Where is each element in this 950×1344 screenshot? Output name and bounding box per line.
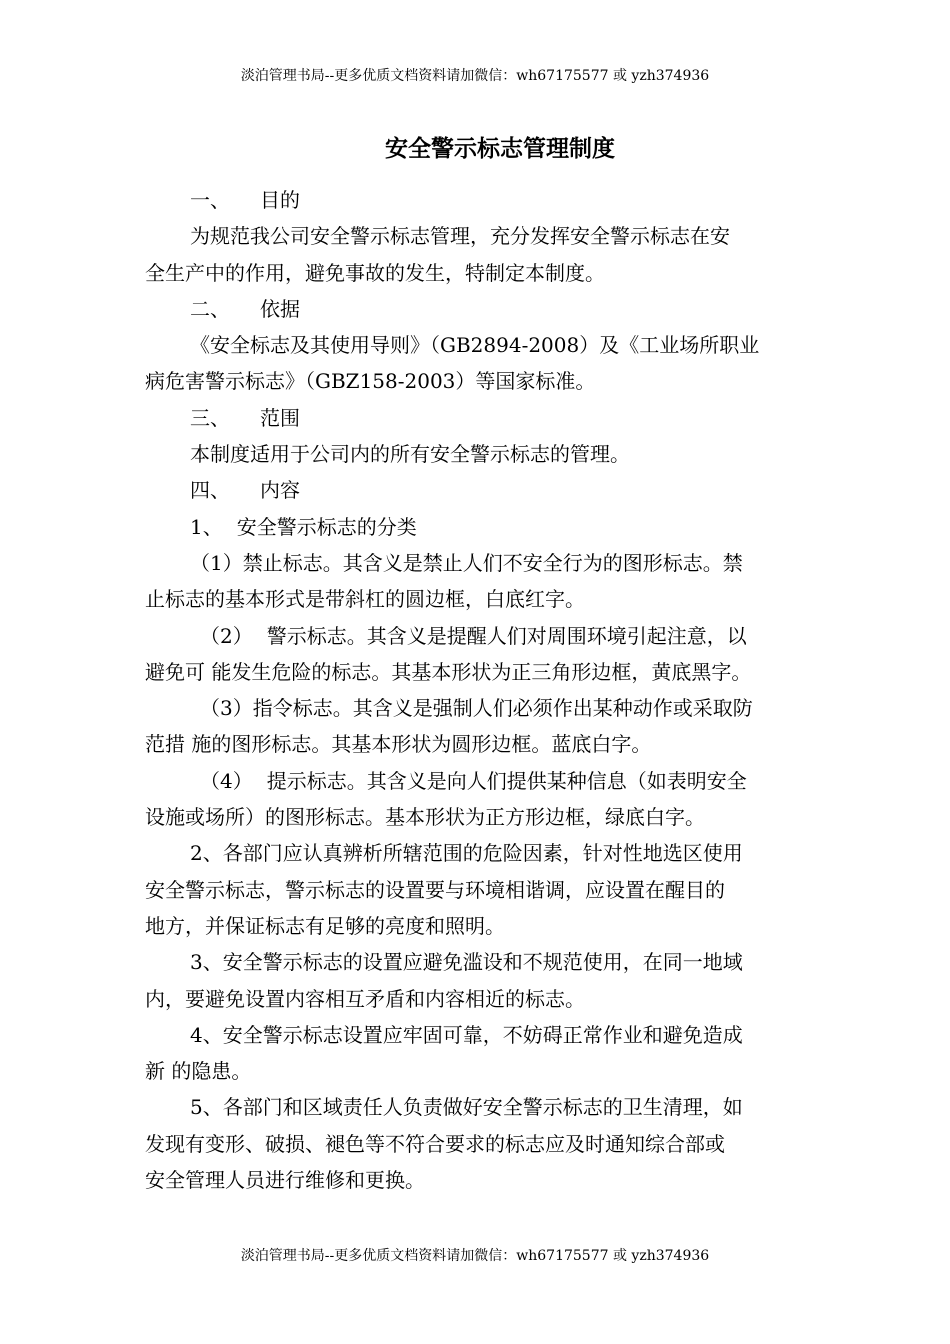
paragraph-line: 避免可 能发生危险的标志。其基本形状为正三角形边框，黄底黑字。 [145,659,752,684]
section-heading-scope: 三、 范围 [190,405,300,430]
paragraph-line: 地方，并保证标志有足够的亮度和照明。 [145,913,505,938]
paragraph-line: 4、安全警示标志设置应牢固可靠，不妨碍正常作业和避免造成 [190,1022,743,1047]
document-body [145,182,815,1198]
paragraph-line: （1）禁止标志。其含义是禁止人们不安全行为的图形标志。禁 [190,550,743,575]
page-header: 淡泊管理书局--更多优质文档资料请加微信：wh67175577 或 yzh374936 [240,68,710,84]
paragraph-line: 为规范我公司安全警示标志管理，充分发挥安全警示标志在安 [190,224,730,249]
paragraph-line: 《安全标志及其使用导则》（GB2894-2008）及《工业场所职业 [190,333,760,358]
paragraph-line: 发现有变形、破损、褪色等不符合要求的标志应及时通知综合部或 [145,1131,725,1156]
paragraph-line: 新 的隐患。 [145,1059,252,1084]
paragraph-line: 安全管理人员进行维修和更换。 [145,1168,425,1193]
paragraph-line: 3、安全警示标志的设置应避免滥设和不规范使用，在同一地域 [190,950,743,975]
subsection-heading-classification: 1、 安全警示标志的分类 [190,514,417,539]
section-heading-purpose: 一、 目的 [190,188,300,212]
paragraph-line: （3）指令标志。其含义是强制人们必须作出某种动作或采取防 [200,696,753,721]
section-heading-content: 四、 内容 [190,478,300,503]
page-footer: 淡泊管理书局--更多优质文档资料请加微信：wh67175577 或 yzh374936 [240,1248,710,1264]
paragraph-line: 内，要避免设置内容相互矛盾和内容相近的标志。 [145,986,585,1011]
paragraph-line: 止标志的基本形式是带斜杠的圆边框，白底红字。 [145,587,585,612]
document-title: 安全警示标志管理制度 [385,136,615,162]
paragraph-line: 2、各部门应认真辨析所辖范围的危险因素，针对性地选区使用 [190,841,743,866]
paragraph-line: （2） 警示标志。其含义是提醒人们对周围环境引起注意，以 [200,623,747,648]
paragraph-line: 安全警示标志，警示标志的设置要与环境相谐调，应设置在醒目的 [145,877,725,902]
paragraph-line: 范措 施的图形标志。其基本形状为圆形边框。蓝底白字。 [145,732,652,757]
paragraph-line: 5、各部门和区域责任人负责做好安全警示标志的卫生清理，如 [190,1095,743,1120]
paragraph-line: 设施或场所）的图形标志。基本形状为正方形边框，绿底白字。 [145,805,705,830]
paragraph-line: 本制度适用于公司内的所有安全警示标志的管理。 [190,442,630,467]
section-heading-basis: 二、 依据 [190,296,300,321]
paragraph-line: 病危害警示标志》（GBZ158-2003）等国家标准。 [145,369,596,394]
paragraph-line: 全生产中的作用，避免事故的发生，特制定本制度。 [145,260,605,285]
paragraph-line: （4） 提示标志。其含义是向人们提供某种信息（如表明安全 [200,768,747,793]
